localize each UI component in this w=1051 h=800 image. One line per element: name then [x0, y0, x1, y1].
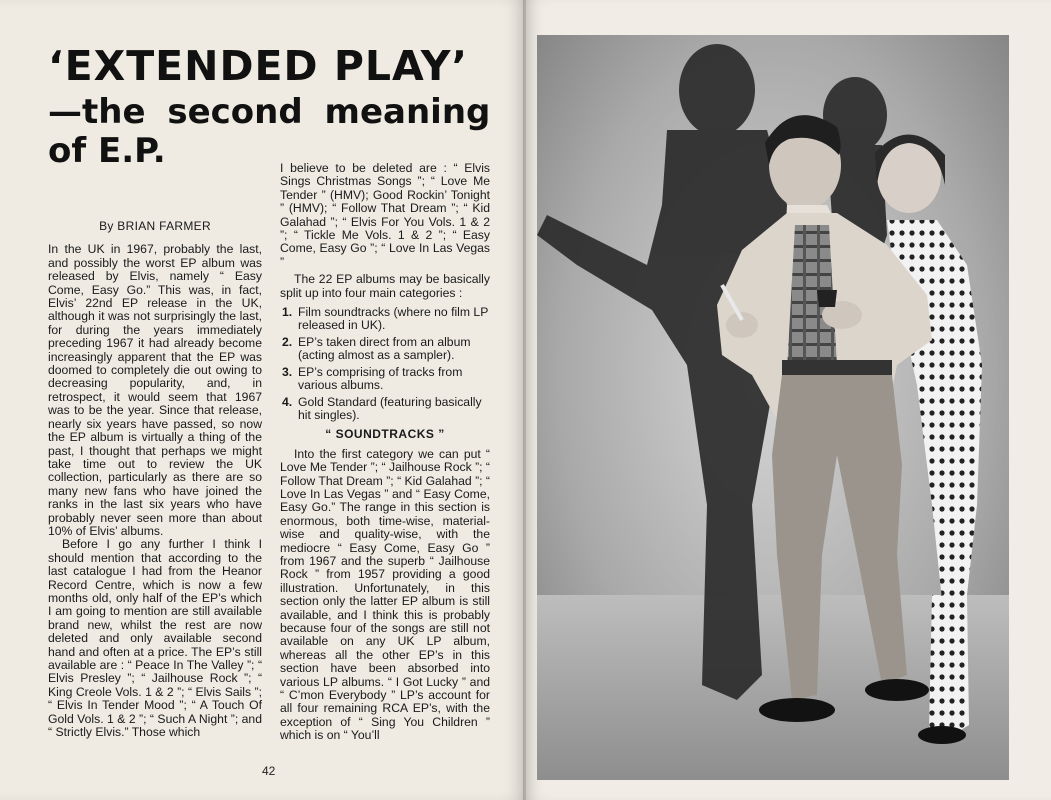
list-item-text: Film soundtracks (where no film LP released in UK).: [298, 305, 489, 333]
headline-line-2: —the second meaning: [48, 92, 491, 133]
paragraph-2: Before I go any further I think I should mention that according to the last catalogue I had from the Heanor Record Centre, which is now a few months old, only half of the EP’s which I am going to mention are still available brand new, whilst the rest are now deleted and only available second hand and often at a price. The EP’s still available are : “ Peace In The Valley ”; “ Elvis Presley ”; “ Jailhouse Rock ”; “ King Creole Vols. 1 & 2 ”; “ Elvis Sails ”; “ Elvis In Tender Mood ”; “ A Touch Of Gold Vols. 1 & 2 ”; “ Such A Night ”; and “ Strictly Elvis.” Those which: [48, 537, 262, 740]
list-item: [280, 336, 490, 363]
section-subhead: “ SOUNDTRACKS ”: [325, 427, 445, 442]
paragraph-5: Into the first category we can put “ Love Me Tender ”; “ Jailhouse Rock ”; “ Follow That Dream ”; “ Kid Galahad ”; “ Love In Las Vegas ” and “ Easy Come, Easy Go.” The range in this section is enormous, both time-wise, material-wise and quality-wise, with the mediocre “ Easy Come, Easy Go ” from 1967 and the superb “ Jailhouse Rock ” from 1957 providing a good illustration. Unfortunately, in this section only the latter EP album is still available, and I think this is probably because four of the songs are still not available on any UK LP album, whereas all the other EP’s in this section have been absorbed into various LP albums. “ I Got Lucky ” and “ C’mon Everybody ” LP’s account for all four remaining RCA EP’s, with the exception of “ Sing You Children ” which is on “ You’ll: [280, 446, 490, 743]
list-item: [280, 306, 490, 333]
list-item-number: 1.: [282, 305, 293, 320]
paragraph-3: I believe to be deleted are : “ Elvis Sings Christmas Songs ”; “ Love Me Tender ” (HMV); Good Rockin’ Tonight ” (HMV); “ Follow That Dream ”; “ Kid Galahad ”; “ Elvis For You Vols. 1 & 2 ”; “ Tickle Me Vols. 1 & 2 ”; “ Easy Come, Easy Go ”; “ Love In Las Vegas ”: [280, 161, 490, 269]
list-item-text: Gold Standard (featuring basically hit singles).: [298, 394, 482, 422]
text-column-left: [48, 216, 262, 739]
text-column-right: [280, 162, 490, 743]
category-list: [280, 306, 490, 422]
photo-illustration: [537, 35, 1009, 780]
list-item: [280, 366, 490, 393]
byline: By BRIAN FARMER: [99, 219, 211, 233]
list-item-text: EP’s comprising of tracks from various albums.: [298, 364, 463, 393]
article-headline: [48, 44, 503, 170]
paragraph-1: In the UK in 1967, probably the last, and possibly the worst EP album was released by Elvis, namely “ Easy Come, Easy Go.” This was, in fact, Elvis’ 22nd EP release in the UK, although it was not surprisingly the last, for during the years immediately preceding 1967 it had already become increasingly apparent that the EP was doomed to completely die out owing to decreasing popularity, and, in retrospect, it would seem that 1967 was to be the year. Since that release, nearly six years have passed, so now the EP album is virtually a thing of the past, I thought that perhaps we might take time out to review the UK collection, particularly as there are so many new fans who have joined the ranks in the last six years who have probably never seen more than about 10% of Elvis’ albums.: [48, 242, 262, 538]
photograph: [537, 35, 1009, 780]
list-item-number: 2.: [282, 334, 293, 349]
list-item-number: 3.: [282, 364, 293, 379]
page-number: 42: [262, 764, 276, 778]
headline-line-1: ‘EXTENDED PLAY’: [48, 42, 469, 90]
list-item: [280, 396, 490, 423]
list-item-number: 4.: [282, 394, 293, 409]
paragraph-4: The 22 EP albums may be basically split up into four main categories :: [280, 272, 490, 300]
headline-line-3: of E.P.: [48, 130, 166, 171]
list-item-text: EP’s taken direct from an album (acting almost as a sampler).: [298, 334, 471, 363]
